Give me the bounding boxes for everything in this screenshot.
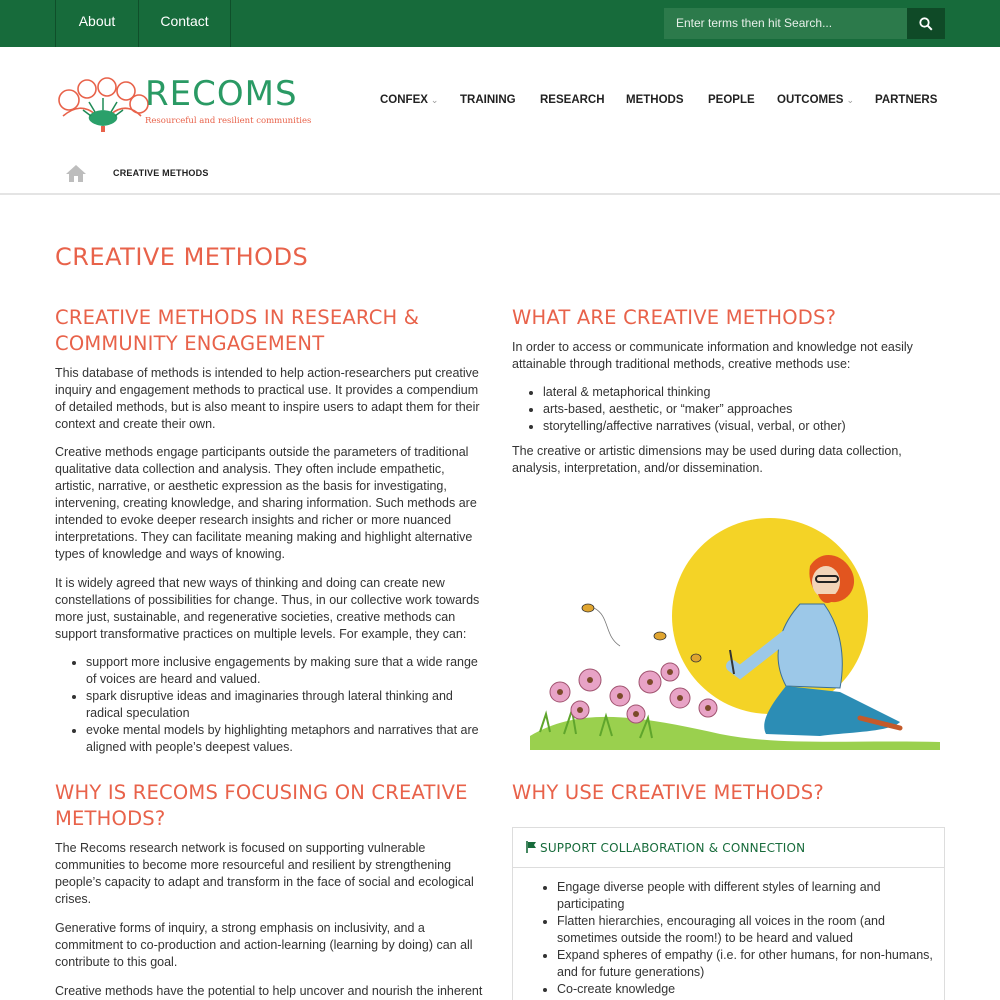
list-item: • storytelling/affective narratives (visual, verbal, or other) <box>543 418 945 435</box>
nav-confex[interactable] <box>380 94 438 106</box>
methods-list <box>529 384 945 435</box>
gardener-illustration <box>520 496 945 750</box>
page-title: CREATIVE METHODS <box>55 243 309 271</box>
paragraph: In order to access or communicate information and knowledge not easily attainable through traditional methods, creative methods use: <box>512 340 913 371</box>
accordion-header[interactable] <box>513 828 944 868</box>
search-button[interactable] <box>907 8 945 39</box>
logo-wordmark: RECOMS <box>145 74 298 114</box>
nav-confex-label: CONFEX <box>380 94 428 106</box>
list-item: • Engage diverse people with different styles of learning and participating <box>557 879 933 913</box>
list-item: • Expand spheres of empathy (i.e. for other humans, for non-humans, and for future generations) <box>557 947 933 981</box>
about-link[interactable]: About <box>55 0 138 47</box>
nav-people[interactable]: PEOPLE <box>708 94 755 106</box>
section-heading-why-recoms: WHY IS RECOMS FOCUSING ON CREATIVE METHODS? <box>55 781 468 830</box>
breadcrumb-current: CREATIVE METHODS <box>113 168 209 178</box>
list-item: • Flatten hierarchies, encouraging all voices in the room (and sometimes outside the room!) to be heard and valued <box>557 913 933 947</box>
list-item: • arts-based, aesthetic, or “maker” approaches <box>543 401 945 418</box>
search-icon <box>919 17 933 31</box>
search-input[interactable]: Enter terms then hit Search... <box>664 8 907 39</box>
nav-methods[interactable]: METHODS <box>626 94 684 106</box>
list-item: • support more inclusive engagements by making sure that a wide range of voices are heard and valued. <box>86 654 487 688</box>
header-divider <box>0 193 1000 195</box>
list-item: • lateral & metaphorical thinking <box>543 384 945 401</box>
breadcrumb-home[interactable] <box>65 164 87 188</box>
list-item: • evoke mental models by highlighting metaphors and narratives that are aligned with people’s deepest values. <box>86 722 487 756</box>
chevron-down-icon: ⌄ <box>846 95 854 105</box>
paragraph: The Recoms research network is focused on supporting vulnerable communities to become more resourceful and resilient by strengthening people’s capacity to adapt and transform in the face of social and ecological crises. <box>55 841 474 906</box>
accordion-panel <box>512 827 945 1000</box>
benefits-list <box>72 654 487 756</box>
site-logo[interactable] <box>55 74 312 132</box>
paragraph: It is widely agreed that new ways of thinking and doing can create new constellations of possibilities for change. Thus, in our collective work towards more just, sustainable, and regenerative societies, creative methods can support transformative practices on multiple levels. For example, they can: <box>55 576 480 641</box>
paragraph: Creative methods have the potential to help uncover and nourish the inherent <box>55 984 483 998</box>
paragraph: Generative forms of inquiry, a strong emphasis on inclusivity, and a commitment to co-production and action-learning (learning by doing) can all contribute to this goal. <box>55 921 473 969</box>
logo-tagline: Resourceful and resilient communities <box>145 116 312 126</box>
paragraph: Creative methods engage participants outside the parameters of traditional qualitative data collection and analysis. They often include empathetic, artistic, narrative, or aesthetic expression as the basis for investigating, intervening, creating knowledge, and sharing information. Such methods are intended to evoke deeper research insights and richer or more nuanced interpretations. They can facilitate meaning making and highlight alternative types of knowledge and ways of knowing. <box>55 445 477 561</box>
section-heading-what-are: WHAT ARE CREATIVE METHODS? <box>512 306 837 329</box>
flag-icon <box>526 841 537 853</box>
section-heading-research: CREATIVE METHODS IN RESEARCH & COMMUNITY ENGAGEMENT <box>55 306 420 355</box>
nav-outcomes-label: OUTCOMES <box>777 94 844 106</box>
top-bar <box>0 0 1000 47</box>
contact-link[interactable]: Contact <box>138 0 231 47</box>
nav-partners[interactable]: PARTNERS <box>875 94 938 106</box>
accordion-title: SUPPORT COLLABORATION & CONNECTION <box>540 841 806 855</box>
paragraph: This database of methods is intended to help action-researchers put creative inquiry and engagement methods to practical use. It provides a compendium of detailed methods, but is also meant to inspire users to adapt them for their context and create their own. <box>55 366 480 431</box>
nav-outcomes[interactable] <box>777 94 854 106</box>
home-icon <box>65 164 87 183</box>
collaboration-list <box>543 879 933 998</box>
section-heading-why-use: WHY USE CREATIVE METHODS? <box>512 781 824 804</box>
nav-training[interactable]: TRAINING <box>460 94 516 106</box>
list-item: • spark disruptive ideas and imaginaries through lateral thinking and radical speculation <box>86 688 487 722</box>
paragraph: The creative or artistic dimensions may be used during data collection, analysis, interpretation, and/or dissemination. <box>512 444 902 475</box>
nav-research[interactable]: RESEARCH <box>540 94 605 106</box>
list-item: • Co-create knowledge <box>557 981 933 998</box>
chevron-down-icon: ⌄ <box>430 95 439 105</box>
